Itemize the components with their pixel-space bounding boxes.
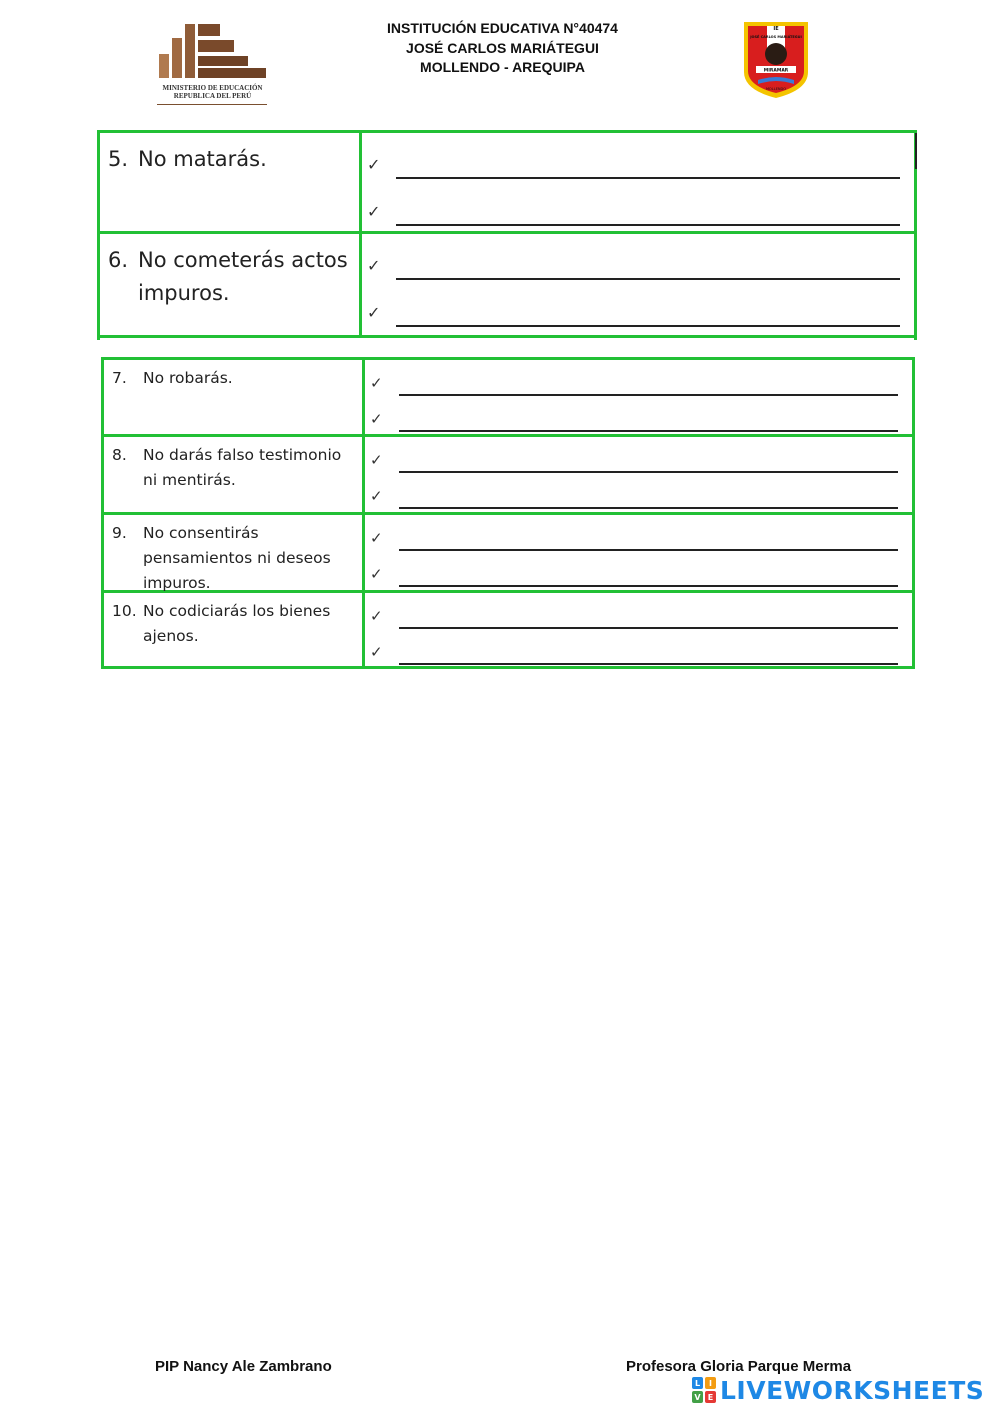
commandment-cell bbox=[100, 133, 362, 231]
school-name: INSTITUCIÓN EDUCATIVA N°40474 bbox=[387, 20, 618, 36]
commandment-row-8 bbox=[104, 437, 912, 515]
answer-slot bbox=[365, 527, 912, 557]
answer-line bbox=[399, 627, 898, 629]
commandment-row-5 bbox=[100, 133, 914, 234]
check-icon: ✓ bbox=[370, 410, 383, 428]
answer-slot bbox=[365, 408, 912, 438]
brand-letter: V bbox=[692, 1391, 703, 1403]
commandment-row-7 bbox=[104, 360, 912, 437]
commandment-text: No consentirás pensamientos ni deseos impuros. bbox=[143, 524, 331, 592]
shield-top-text: IE bbox=[773, 26, 779, 32]
answer-slot bbox=[365, 449, 912, 479]
commandment-text: No darás falso testimonio ni mentirás. bbox=[143, 446, 342, 489]
answer-cell bbox=[362, 234, 914, 335]
brand-letter: I bbox=[705, 1377, 716, 1389]
answer-slot bbox=[365, 641, 912, 671]
commandment-number: 9. bbox=[112, 524, 127, 542]
answer-slot bbox=[365, 485, 912, 515]
liveworksheets-wordmark: LIVEWORKSHEETS bbox=[720, 1375, 985, 1405]
answer-input-7b[interactable] bbox=[399, 411, 898, 430]
check-icon: ✓ bbox=[367, 303, 381, 322]
check-icon: ✓ bbox=[367, 155, 381, 174]
answer-line bbox=[399, 507, 898, 509]
ministry-underline bbox=[157, 104, 267, 105]
commandment-row-9 bbox=[104, 515, 912, 593]
answer-line bbox=[399, 394, 898, 396]
commandment-number: 8. bbox=[112, 446, 127, 464]
commandment-cell bbox=[104, 360, 365, 434]
answer-slot bbox=[362, 200, 914, 230]
answer-input-9a[interactable] bbox=[399, 530, 898, 549]
brand-letter: L bbox=[692, 1377, 703, 1389]
table-edge-mark bbox=[915, 133, 917, 169]
commandment-row-6 bbox=[100, 234, 914, 338]
commandment-number: 6. bbox=[108, 248, 129, 272]
answer-line bbox=[399, 430, 898, 432]
answer-line bbox=[396, 177, 900, 179]
answer-slot bbox=[365, 372, 912, 402]
check-icon: ✓ bbox=[370, 643, 383, 661]
answer-cell bbox=[365, 437, 912, 512]
commandment-number: 10. bbox=[112, 602, 137, 620]
answer-input-9b[interactable] bbox=[399, 566, 898, 585]
answer-input-6b[interactable] bbox=[396, 305, 900, 325]
check-icon: ✓ bbox=[370, 451, 383, 469]
school-namesake: JOSÉ CARLOS MARIÁTEGUI bbox=[406, 39, 599, 56]
answer-input-7a[interactable] bbox=[399, 375, 898, 394]
check-icon: ✓ bbox=[367, 256, 381, 275]
check-icon: ✓ bbox=[370, 374, 383, 392]
answer-input-8b[interactable] bbox=[399, 488, 898, 507]
answer-cell bbox=[365, 593, 912, 666]
answer-input-5a[interactable] bbox=[396, 157, 900, 177]
shield-bottom-text: MOLLENDO bbox=[766, 87, 786, 91]
commandment-cell bbox=[104, 593, 365, 666]
answer-input-10a[interactable] bbox=[399, 608, 898, 627]
liveworksheets-logo[interactable] bbox=[692, 1375, 984, 1405]
commandment-cell bbox=[100, 234, 362, 335]
answer-cell bbox=[365, 515, 912, 596]
answer-cell bbox=[362, 133, 914, 231]
ministry-caption-1: MINISTERIO DE EDUCACIÓN bbox=[162, 84, 263, 92]
answer-slot bbox=[362, 301, 914, 331]
footer-teacher-right: Profesora Gloria Parque Merma bbox=[626, 1358, 852, 1375]
check-icon: ✓ bbox=[370, 487, 383, 505]
ministry-caption-2: REPUBLICA DEL PERÚ bbox=[173, 92, 252, 100]
ministry-logo bbox=[155, 20, 270, 110]
answer-input-10b[interactable] bbox=[399, 644, 898, 663]
commandment-number: 5. bbox=[108, 147, 129, 171]
commandment-cell bbox=[104, 437, 365, 512]
check-icon: ✓ bbox=[367, 202, 381, 221]
commandment-cell bbox=[104, 515, 365, 596]
check-icon: ✓ bbox=[370, 565, 383, 583]
school-shield-icon bbox=[740, 16, 812, 100]
commandment-text: No robarás. bbox=[143, 369, 233, 387]
answer-input-5b[interactable] bbox=[396, 204, 900, 224]
answer-slot bbox=[365, 605, 912, 635]
answer-cell bbox=[365, 360, 912, 434]
liveworksheets-grid-icon bbox=[692, 1377, 716, 1403]
answer-input-6a[interactable] bbox=[396, 258, 900, 278]
commandment-text: No codiciarás los bienes ajenos. bbox=[143, 602, 331, 645]
ministry-bars-icon bbox=[159, 20, 269, 80]
shield-name-text: JOSÉ CARLOS MARIÁTEGUI bbox=[750, 35, 802, 39]
shield-place-text: MIRAMAR bbox=[763, 68, 789, 74]
commandment-text: No cometerás actos impuros. bbox=[138, 248, 348, 305]
answer-line bbox=[396, 224, 900, 226]
brand-letter: E bbox=[705, 1391, 716, 1403]
commandment-number: 7. bbox=[112, 369, 127, 387]
answer-line bbox=[399, 471, 898, 473]
commandment-text: No matarás. bbox=[138, 147, 267, 171]
school-location: MOLLENDO - AREQUIPA bbox=[420, 59, 585, 75]
answer-line bbox=[399, 549, 898, 551]
answer-slot bbox=[365, 563, 912, 593]
answer-slot bbox=[362, 153, 914, 183]
check-icon: ✓ bbox=[370, 529, 383, 547]
commandments-table-2 bbox=[101, 357, 915, 669]
answer-line bbox=[399, 663, 898, 665]
answer-slot bbox=[362, 254, 914, 284]
answer-input-8a[interactable] bbox=[399, 452, 898, 471]
footer-teacher-left: PIP Nancy Ale Zambrano bbox=[155, 1358, 332, 1375]
answer-line bbox=[396, 278, 900, 280]
check-icon: ✓ bbox=[370, 607, 383, 625]
commandments-table-1 bbox=[97, 130, 917, 340]
commandment-row-10 bbox=[104, 593, 912, 666]
answer-line bbox=[399, 585, 898, 587]
school-header bbox=[330, 19, 675, 78]
answer-line bbox=[396, 325, 900, 327]
